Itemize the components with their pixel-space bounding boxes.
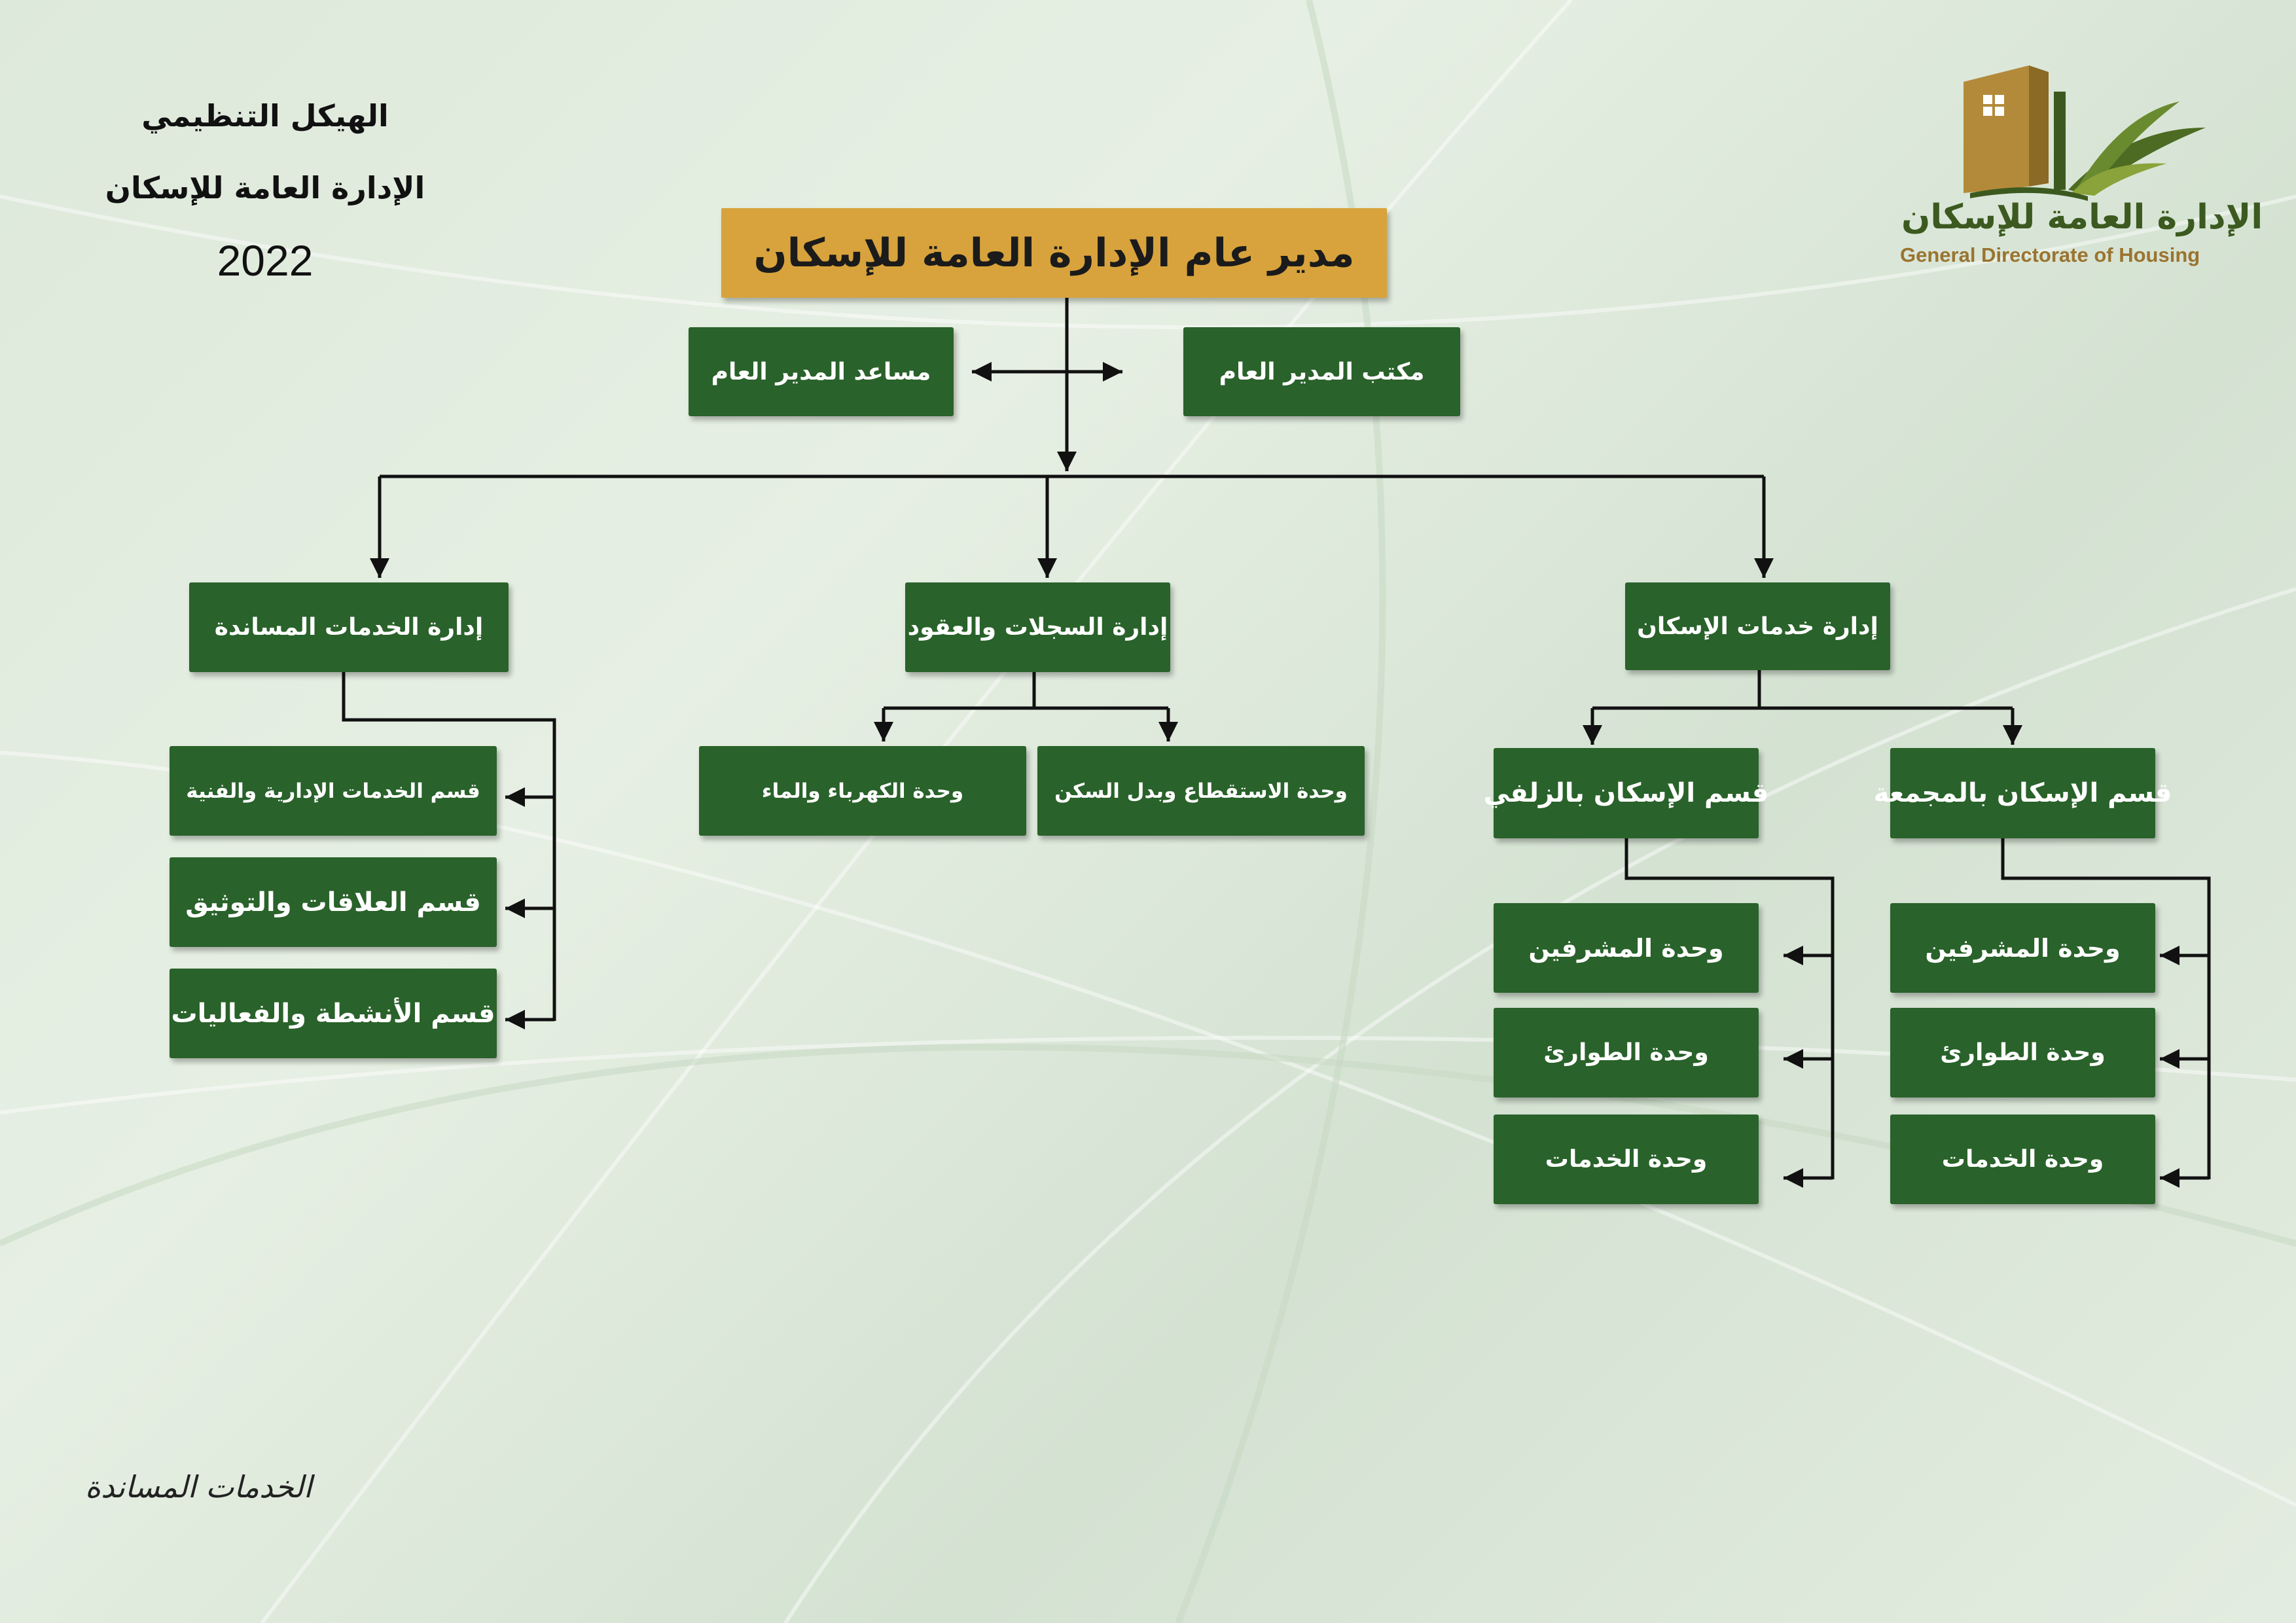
zulfi-unit-box: وحدة الطوارئ (1494, 1008, 1759, 1097)
logo-english-name: General Directorate of Housing (1900, 243, 2200, 266)
housing-services-dept-box: إدارة خدمات الإسكان (1625, 582, 1890, 670)
logo-arabic-name: الإدارة العامة للإسكان (1901, 198, 2263, 237)
chart-subheading: الإدارة العامة للإسكان (105, 170, 425, 205)
signature-calligraphy: الخدمات المساندة (85, 1469, 312, 1505)
majmaah-unit-box: وحدة المشرفين (1890, 903, 2155, 993)
gm-assistant-box: مساعد المدير العام (689, 327, 954, 416)
chart-heading: الهيكل التنظيمي (141, 98, 389, 134)
majmaah-housing-section-box: قسم الإسكان بالمجمعة (1890, 748, 2155, 838)
records-contracts-dept-box: إدارة السجلات والعقود (905, 582, 1170, 672)
support-section-box: قسم الخدمات الإدارية والفنية (170, 746, 497, 836)
records-unit-box: وحدة الكهرباء والماء (699, 746, 1026, 836)
support-section-box: قسم الأنشطة والفعاليات (170, 969, 497, 1058)
building-book-leaves-icon (1957, 56, 2212, 203)
majmaah-unit-box: وحدة الخدمات (1890, 1115, 2155, 1204)
records-unit-box: وحدة الاستقطاع وبدل السكن (1037, 746, 1365, 836)
chart-year: 2022 (217, 236, 314, 285)
zulfi-housing-section-box: قسم الإسكان بالزلفي (1494, 748, 1759, 838)
zulfi-unit-box: وحدة الخدمات (1494, 1115, 1759, 1204)
gm-office-box: مكتب المدير العام (1183, 327, 1460, 416)
zulfi-unit-box: وحدة المشرفين (1494, 903, 1759, 993)
majmaah-unit-box: وحدة الطوارئ (1890, 1008, 2155, 1097)
director-general-box: مدير عام الإدارة العامة للإسكان (721, 208, 1387, 298)
support-services-dept-box: إدارة الخدمات المساندة (189, 582, 509, 672)
support-section-box: قسم العلاقات والتوثيق (170, 857, 497, 947)
